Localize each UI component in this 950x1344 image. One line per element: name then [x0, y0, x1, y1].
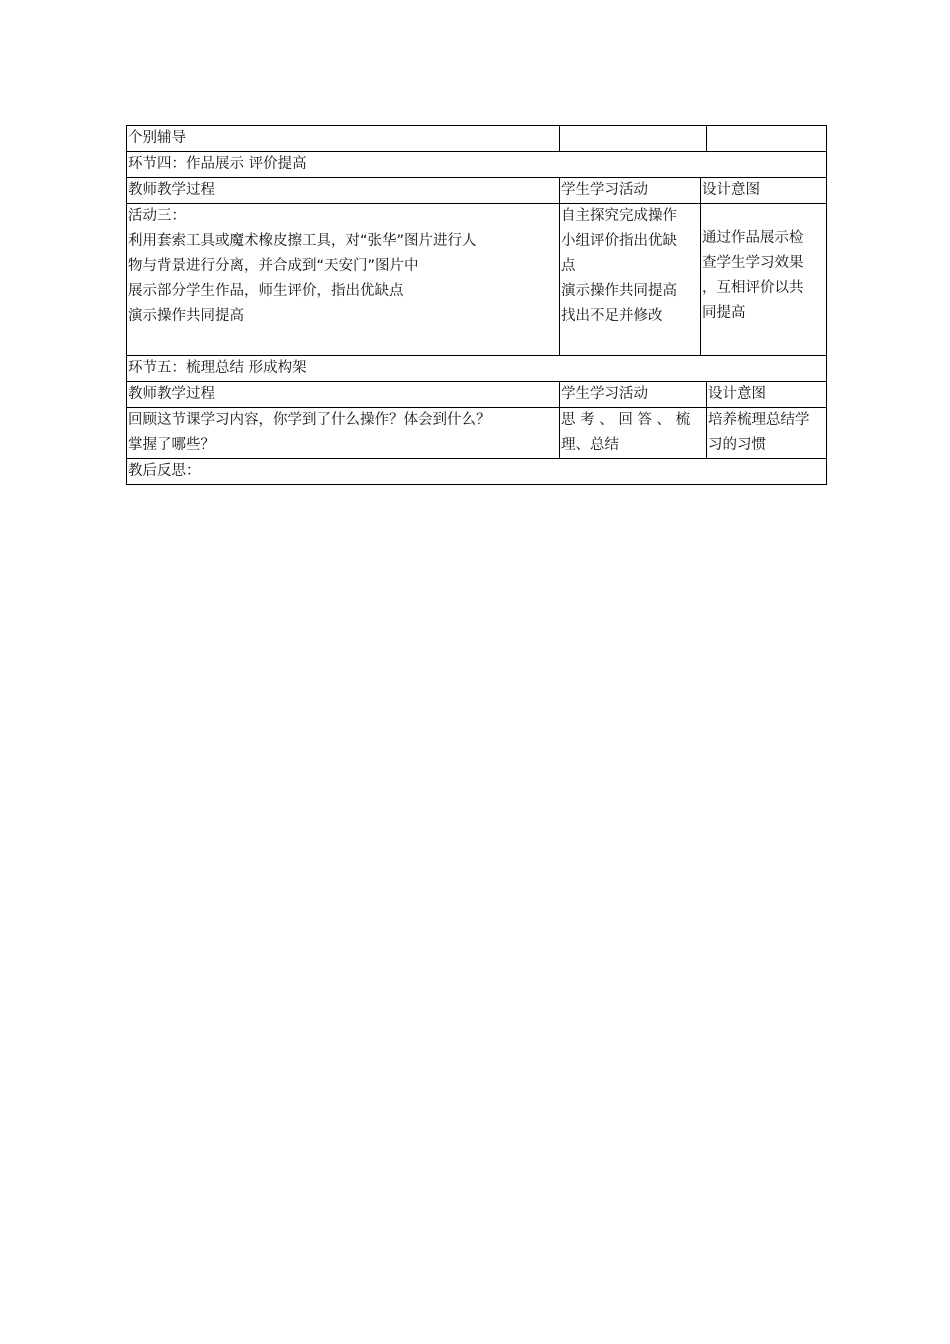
student-line: 点 — [561, 258, 576, 274]
student-line: 思 考 、 回 答 、 梳 — [561, 412, 691, 428]
lesson-plan-table — [126, 125, 827, 485]
section4-header-teacher — [127, 178, 560, 204]
teacher-line: 掌握了哪些？ — [128, 437, 215, 453]
reflection-cell — [127, 459, 827, 485]
section5-title-row — [127, 356, 827, 382]
section5-header-student — [560, 382, 707, 408]
tutoring-cell — [127, 126, 560, 152]
student-line: 演示操作共同提高 — [561, 283, 677, 299]
header-intent-label: 设计意图 — [708, 386, 766, 402]
section4-title-cell — [127, 152, 827, 178]
intent-line: 查学生学习效果 — [702, 255, 804, 271]
section5-body-row — [127, 408, 827, 459]
section4-title-row — [127, 152, 827, 178]
tutoring-intent-cell — [707, 126, 827, 152]
section4-title: 环节四：作品展示 评价提高 — [128, 156, 307, 172]
section5-title: 环节五：梳理总结 形成构架 — [128, 360, 307, 376]
header-teacher-label: 教师教学过程 — [128, 386, 215, 402]
intent-line: 习的习惯 — [708, 437, 766, 453]
header-teacher-label: 教师教学过程 — [128, 182, 215, 198]
section5-title-cell — [127, 356, 827, 382]
section4-header-student — [560, 178, 701, 204]
teacher-line: 演示操作共同提高 — [128, 308, 244, 324]
student-line: 自主探究完成操作 — [561, 208, 677, 224]
tutoring-student-cell — [560, 126, 707, 152]
teacher-line: 物与背景进行分离，并合成到“天安门”图片中 — [128, 258, 419, 274]
section4-header-row — [127, 178, 827, 204]
intent-line: 通过作品展示检 — [702, 230, 804, 246]
teacher-line: 回顾这节课学习内容，你学到了什么操作？体会到什么？ — [128, 412, 491, 428]
student-line: 小组评价指出优缺 — [561, 233, 677, 249]
reflection-label: 教后反思： — [128, 463, 201, 479]
section5-teacher-cell — [127, 408, 560, 459]
section5-header-row — [127, 382, 827, 408]
section4-student-cell — [560, 204, 701, 356]
section5-student-cell — [560, 408, 707, 459]
teacher-line: 活动三： — [128, 208, 186, 224]
section4-teacher-cell — [127, 204, 560, 356]
teacher-line: 展示部分学生作品，师生评价，指出优缺点 — [128, 283, 404, 299]
tutoring-text: 个别辅导 — [128, 130, 186, 146]
header-intent-label: 设计意图 — [702, 182, 760, 198]
student-line: 找出不足并修改 — [561, 308, 663, 324]
intent-line: 同提高 — [702, 305, 746, 321]
tutoring-row — [127, 126, 827, 152]
section4-header-intent — [701, 178, 827, 204]
header-student-label: 学生学习活动 — [561, 386, 648, 402]
teacher-line: 利用套索工具或魔术橡皮擦工具，对“张华”图片进行人 — [128, 233, 477, 249]
section5-header-teacher — [127, 382, 560, 408]
header-student-label: 学生学习活动 — [561, 182, 648, 198]
section4-intent-cell — [701, 204, 827, 356]
section4-body-row — [127, 204, 827, 356]
section5-header-intent — [707, 382, 827, 408]
student-line: 理、总结 — [561, 437, 619, 453]
intent-line: 培养梳理总结学 — [708, 412, 810, 428]
reflection-row — [127, 459, 827, 485]
intent-line: ，互相评价以共 — [702, 280, 804, 296]
section5-intent-cell — [707, 408, 827, 459]
